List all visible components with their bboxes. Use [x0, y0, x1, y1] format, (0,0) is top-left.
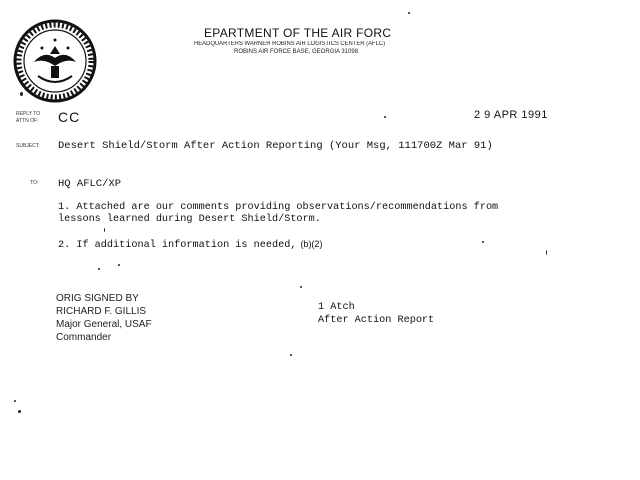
letter-date: 2 9 APR 1991 [474, 109, 548, 121]
attn-of-label: ATTN OF: [16, 118, 39, 124]
scan-speck [546, 250, 547, 255]
signature-rank: Major General, USAF [56, 319, 152, 330]
redaction-mark: (b)(2) [300, 239, 323, 249]
reply-to-label: REPLY TO [16, 111, 41, 117]
letterhead-title: EPARTMENT OF THE AIR FORC [204, 26, 392, 40]
letterhead-address-line1: HEADQUARTERS WARNER ROBINS AIR LOGISTICS CENTER (AFLC) [194, 41, 386, 47]
subject-text: Desert Shield/Storm After Action Reporting (Your Msg, 111700Z Mar 91) [58, 140, 493, 152]
scan-speck [98, 268, 100, 270]
letterhead-address-line2: ROBINS AIR FORCE BASE, GEORGIA 31098 [234, 49, 359, 55]
paragraph-2 [58, 239, 322, 251]
department-seal-icon [12, 18, 98, 104]
signature-name: RICHARD F. GILLIS [56, 306, 147, 317]
scan-speck [118, 264, 120, 266]
scan-speck [290, 354, 292, 356]
paragraph-2-text: 2. If additional information is needed, [58, 240, 297, 251]
scan-speck [14, 400, 16, 402]
scan-speck [18, 410, 21, 413]
scan-speck [482, 241, 484, 243]
signature-line-1: ORIG SIGNED BY [56, 293, 139, 304]
to-recipient: HQ AFLC/XP [58, 178, 122, 190]
scan-speck [384, 116, 386, 118]
attachment-title: After Action Report [318, 315, 435, 326]
scan-speck [408, 12, 410, 14]
scan-speck [300, 286, 302, 288]
paragraph-1-line-1: 1. Attached are our comments providing observations/recommendations from [58, 202, 499, 213]
attachment-count: 1 Atch [318, 302, 355, 313]
attn-value: CC [58, 109, 81, 125]
subject-label: SUBJECT: [16, 143, 40, 149]
scan-speck [104, 228, 105, 232]
signature-title: Commander [56, 332, 112, 343]
paragraph-1-line-2: lessons learned during Desert Shield/Storm. [58, 214, 321, 225]
scan-speck [20, 92, 23, 96]
to-label: TO: [30, 180, 39, 186]
